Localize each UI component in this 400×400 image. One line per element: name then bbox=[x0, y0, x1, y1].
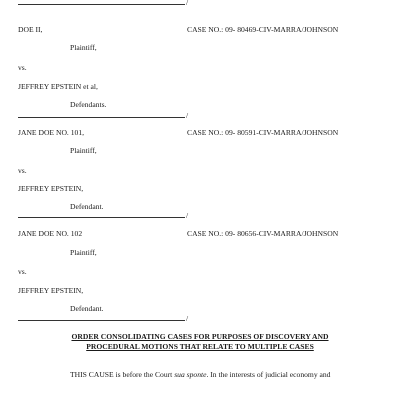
caption-slash-3: / bbox=[186, 314, 189, 323]
caption-slash-1: / bbox=[186, 111, 189, 120]
case1-vs: vs. bbox=[18, 63, 27, 72]
case1-plaintiff: DOE II, bbox=[18, 25, 43, 34]
body-paragraph bbox=[70, 370, 330, 379]
case2-vs: vs. bbox=[18, 166, 27, 175]
body-emphasis: sua sponte bbox=[174, 370, 207, 379]
case3-vs: vs. bbox=[18, 267, 27, 276]
case2-defendant: JEFFREY EPSTEIN, bbox=[18, 184, 84, 193]
body-prefix: THIS CAUSE is before the Court bbox=[70, 370, 175, 379]
case3-case-number: CASE NO.: 09- 80656-CIV-MARRA/JOHNSON bbox=[187, 229, 339, 238]
case2-plaintiff: JANE DOE NO. 101, bbox=[18, 128, 85, 137]
case1-plaintiff-role: Plaintiff, bbox=[70, 43, 97, 52]
order-title-line1: ORDER CONSOLIDATING CASES FOR PURPOSES OF DISCOVERY AND bbox=[71, 332, 329, 341]
case3-plaintiff-role: Plaintiff, bbox=[70, 248, 97, 257]
case1-case-number: CASE NO.: 09- 80469-CIV-MARRA/JOHNSON bbox=[187, 25, 339, 34]
body-suffix: . In the interests of judicial economy and bbox=[206, 370, 331, 379]
case3-defendant-role: Defendant. bbox=[70, 304, 104, 313]
case3-plaintiff: JANE DOE NO. 102 bbox=[18, 229, 83, 238]
order-title-line2: PROCEDURAL MOTIONS THAT RELATE TO MULTIPLE CASES bbox=[86, 342, 314, 351]
case2-case-number: CASE NO.: 09- 80591-CIV-MARRA/JOHNSON bbox=[187, 128, 339, 137]
caption-rule-1 bbox=[18, 117, 185, 118]
caption-rule-top bbox=[18, 4, 185, 5]
caption-slash-top: / bbox=[186, 0, 189, 7]
caption-slash-2: / bbox=[186, 211, 189, 220]
case3-defendant: JEFFREY EPSTEIN, bbox=[18, 286, 84, 295]
case2-defendant-role: Defendant. bbox=[70, 202, 104, 211]
caption-rule-2 bbox=[18, 217, 185, 218]
case1-defendant: JEFFREY EPSTEIN et al, bbox=[18, 82, 98, 91]
case1-defendant-role: Defendants. bbox=[70, 100, 107, 109]
case2-plaintiff-role: Plaintiff, bbox=[70, 146, 97, 155]
caption-rule-3 bbox=[18, 320, 185, 321]
